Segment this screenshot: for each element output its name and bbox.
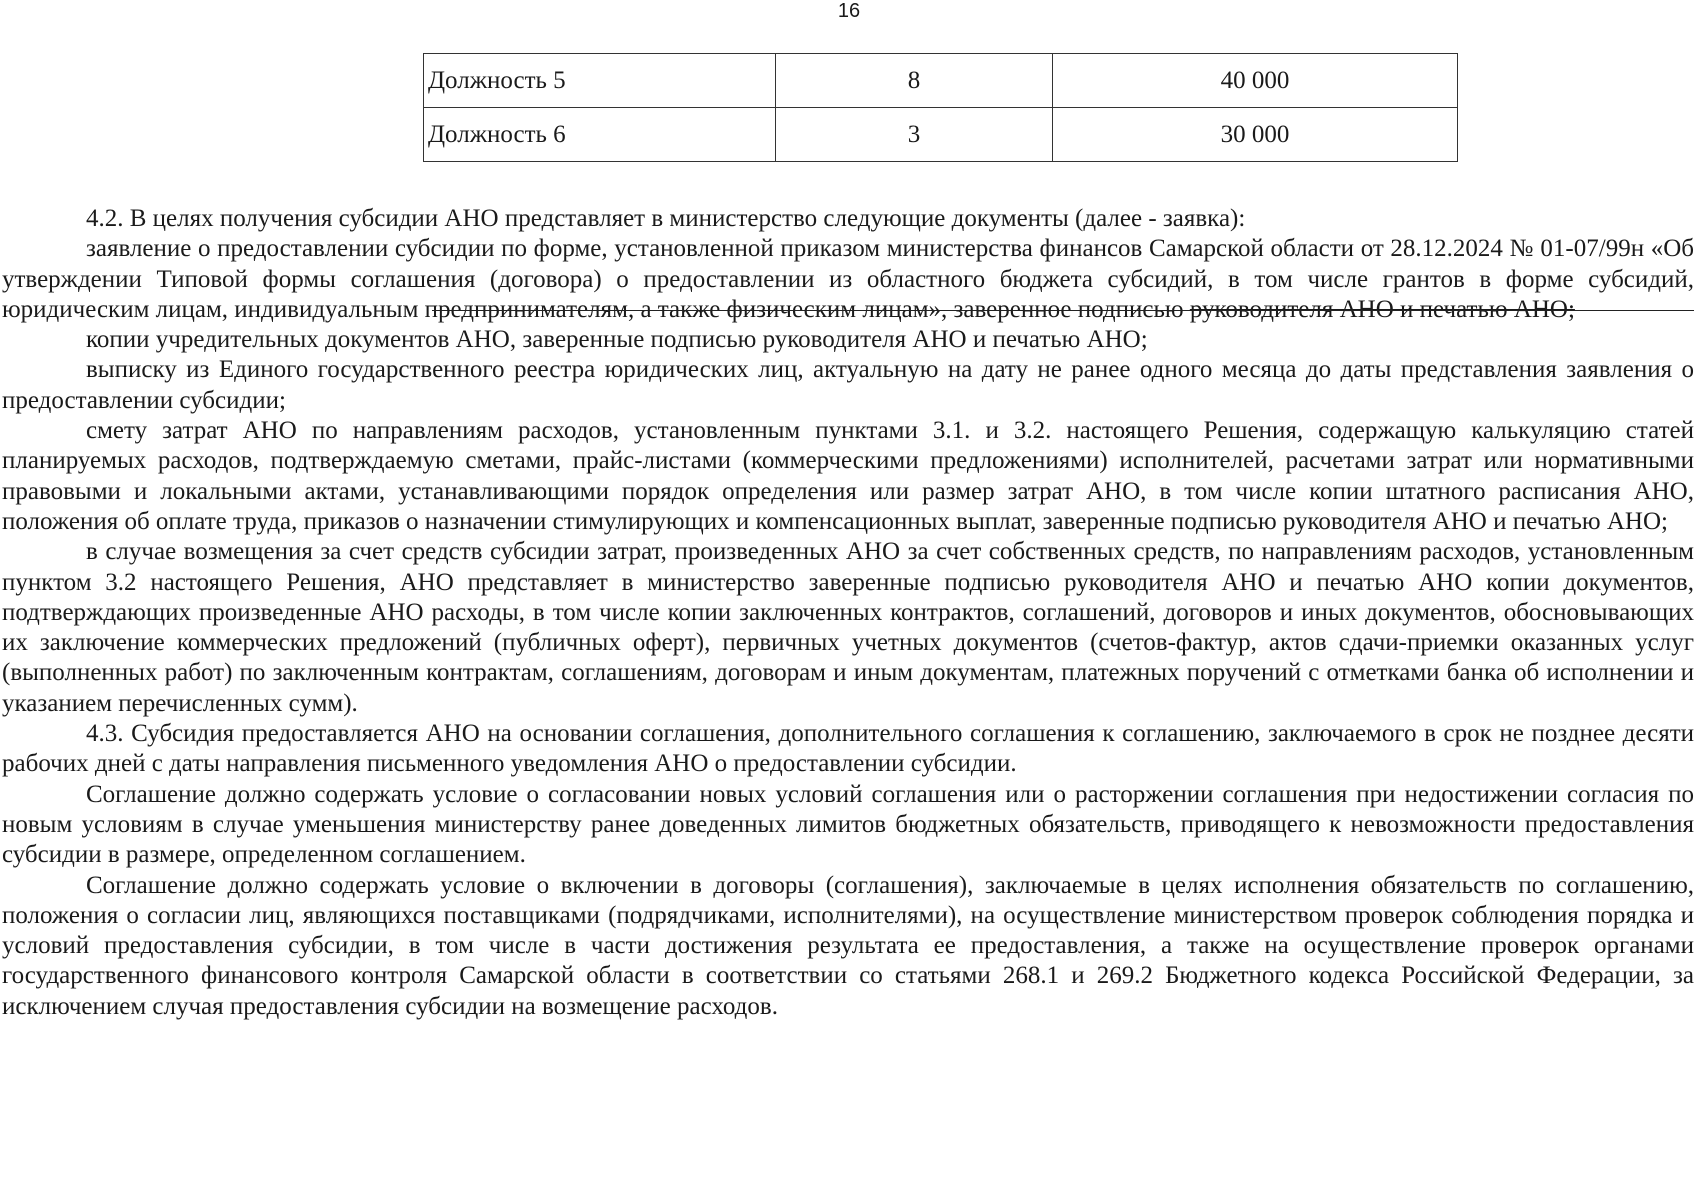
count-cell: 8 <box>776 54 1053 108</box>
position-cell: Должность 5 <box>424 54 776 108</box>
count-cell: 3 <box>776 108 1053 162</box>
document-body <box>2 204 1694 1022</box>
paragraph-application <box>2 234 1694 325</box>
application-text: заявление о предоставлении субсидии по форме, установленной приказом министерства финансов Самарской области от 28.12.2024 № 01-07/99н «Об утверждении Типовой формы соглашения (договора) о предоставлении из областного бюджета субсидий, в том числе грантов в форме субсидий, юридическим лицам, индивидуальным предпринимателям, а также физическим лицам», заверенное подписью <box>2 235 1694 323</box>
paragraph-agreement-terms: Соглашение должно содержать условие о согласовании новых условий соглашения или о расторжении соглашения при недостижении согласия по новым условиям в случае уменьшения министерству ранее доведенных лимитов бюджетных обязательств, приводящего к невозможности предоставления субсидии в размере, определенном соглашением. <box>2 780 1694 869</box>
struck-text: руководителя АНО и печатью АНО; <box>1189 295 1575 323</box>
salary-cell: 30 000 <box>1053 108 1458 162</box>
position-cell: Должность 6 <box>424 108 776 162</box>
paragraph-agreement-inspections: Соглашение должно содержать условие о включении в договоры (соглашения), заключаемые в целях исполнения обязательств по соглашению, положения о согласии лиц, являющихся поставщиками (подрядчиками, исполнителями), на осуществление министерством проверок соблюдения порядка и условий предоставления субсидии, в том числе в части достижения результата ее предоставления, а также на осуществление проверок органами государственного финансового контроля Самарской области в соответствии со статьями 268.1 и 269.2 Бюджетного кодекса Российской Федерации, за исключением случая предоставления субсидии на возмещение расходов. <box>2 871 1694 1020</box>
paragraph-founding-docs: копии учредительных документов АНО, заверенные подписью руководителя АНО и печатью АНО; <box>86 326 1148 354</box>
page-number: 16 <box>837 0 861 22</box>
table-row <box>424 54 1458 108</box>
paragraph-cost-estimate: смету затрат АНО по направлениям расходов, установленным пунктами 3.1. и 3.2. настоящего Решения, содержащую калькуляцию статей планируемых расходов, подтверждаемую сметами, прайс-листами (коммерческими предложениями) исполнителей, расчетами затрат или нормативными правовыми и локальными актами, устанавливающими порядок определения или размер затрат АНО, в том числе копии штатного расписания АНО, положения об оплате труда, приказов о назначении стимулирующих и компенсационных выплат, заверенные подписью руководителя АНО и печатью АНО; <box>2 417 1694 535</box>
paragraph-reimbursement: в случае возмещения за счет средств субсидии затрат, произведенных АНО за счет собственных средств, по направлениям расходов, установленным пунктом 3.2 настоящего Решения, АНО представляет в министерство заверенные подписью руководителя АНО и печатью АНО копии документов, подтверждающих произведенные АНО расходы, в том числе копии заключенных контрактов, соглашений, договоров и иных документов, обосновывающих их заключение коммерческих предложений (публичных оферт), первичных учетных документов (счетов-фактур, актов сдачи-приемки оказанных услуг (выполненных работ) по заключенным контрактам, соглашениям, договорам и иным документам, платежных поручений с отметками банка об исполнении и указанием перечисленных сумм). <box>2 538 1694 717</box>
paragraph-4-2: 4.2. В целях получения субсидии АНО представляет в министерство следующие документы (далее - заявка): <box>86 205 1246 232</box>
salary-cell: 40 000 <box>1053 54 1458 108</box>
strike-rule <box>432 310 1694 311</box>
table-row <box>424 108 1458 162</box>
staff-table <box>423 53 1458 162</box>
paragraph-4-3: 4.3. Субсидия предоставляется АНО на основании соглашения, дополнительного соглашения к соглашению, заключаемого в срок не позднее десяти рабочих дней с даты направления письменного уведомления АНО о предоставлении субсидии. <box>2 720 1694 778</box>
paragraph-registry-extract: выписку из Единого государственного реестра юридических лиц, актуальную на дату не ранее одного месяца до даты представления заявления о предоставлении субсидии; <box>2 356 1694 414</box>
